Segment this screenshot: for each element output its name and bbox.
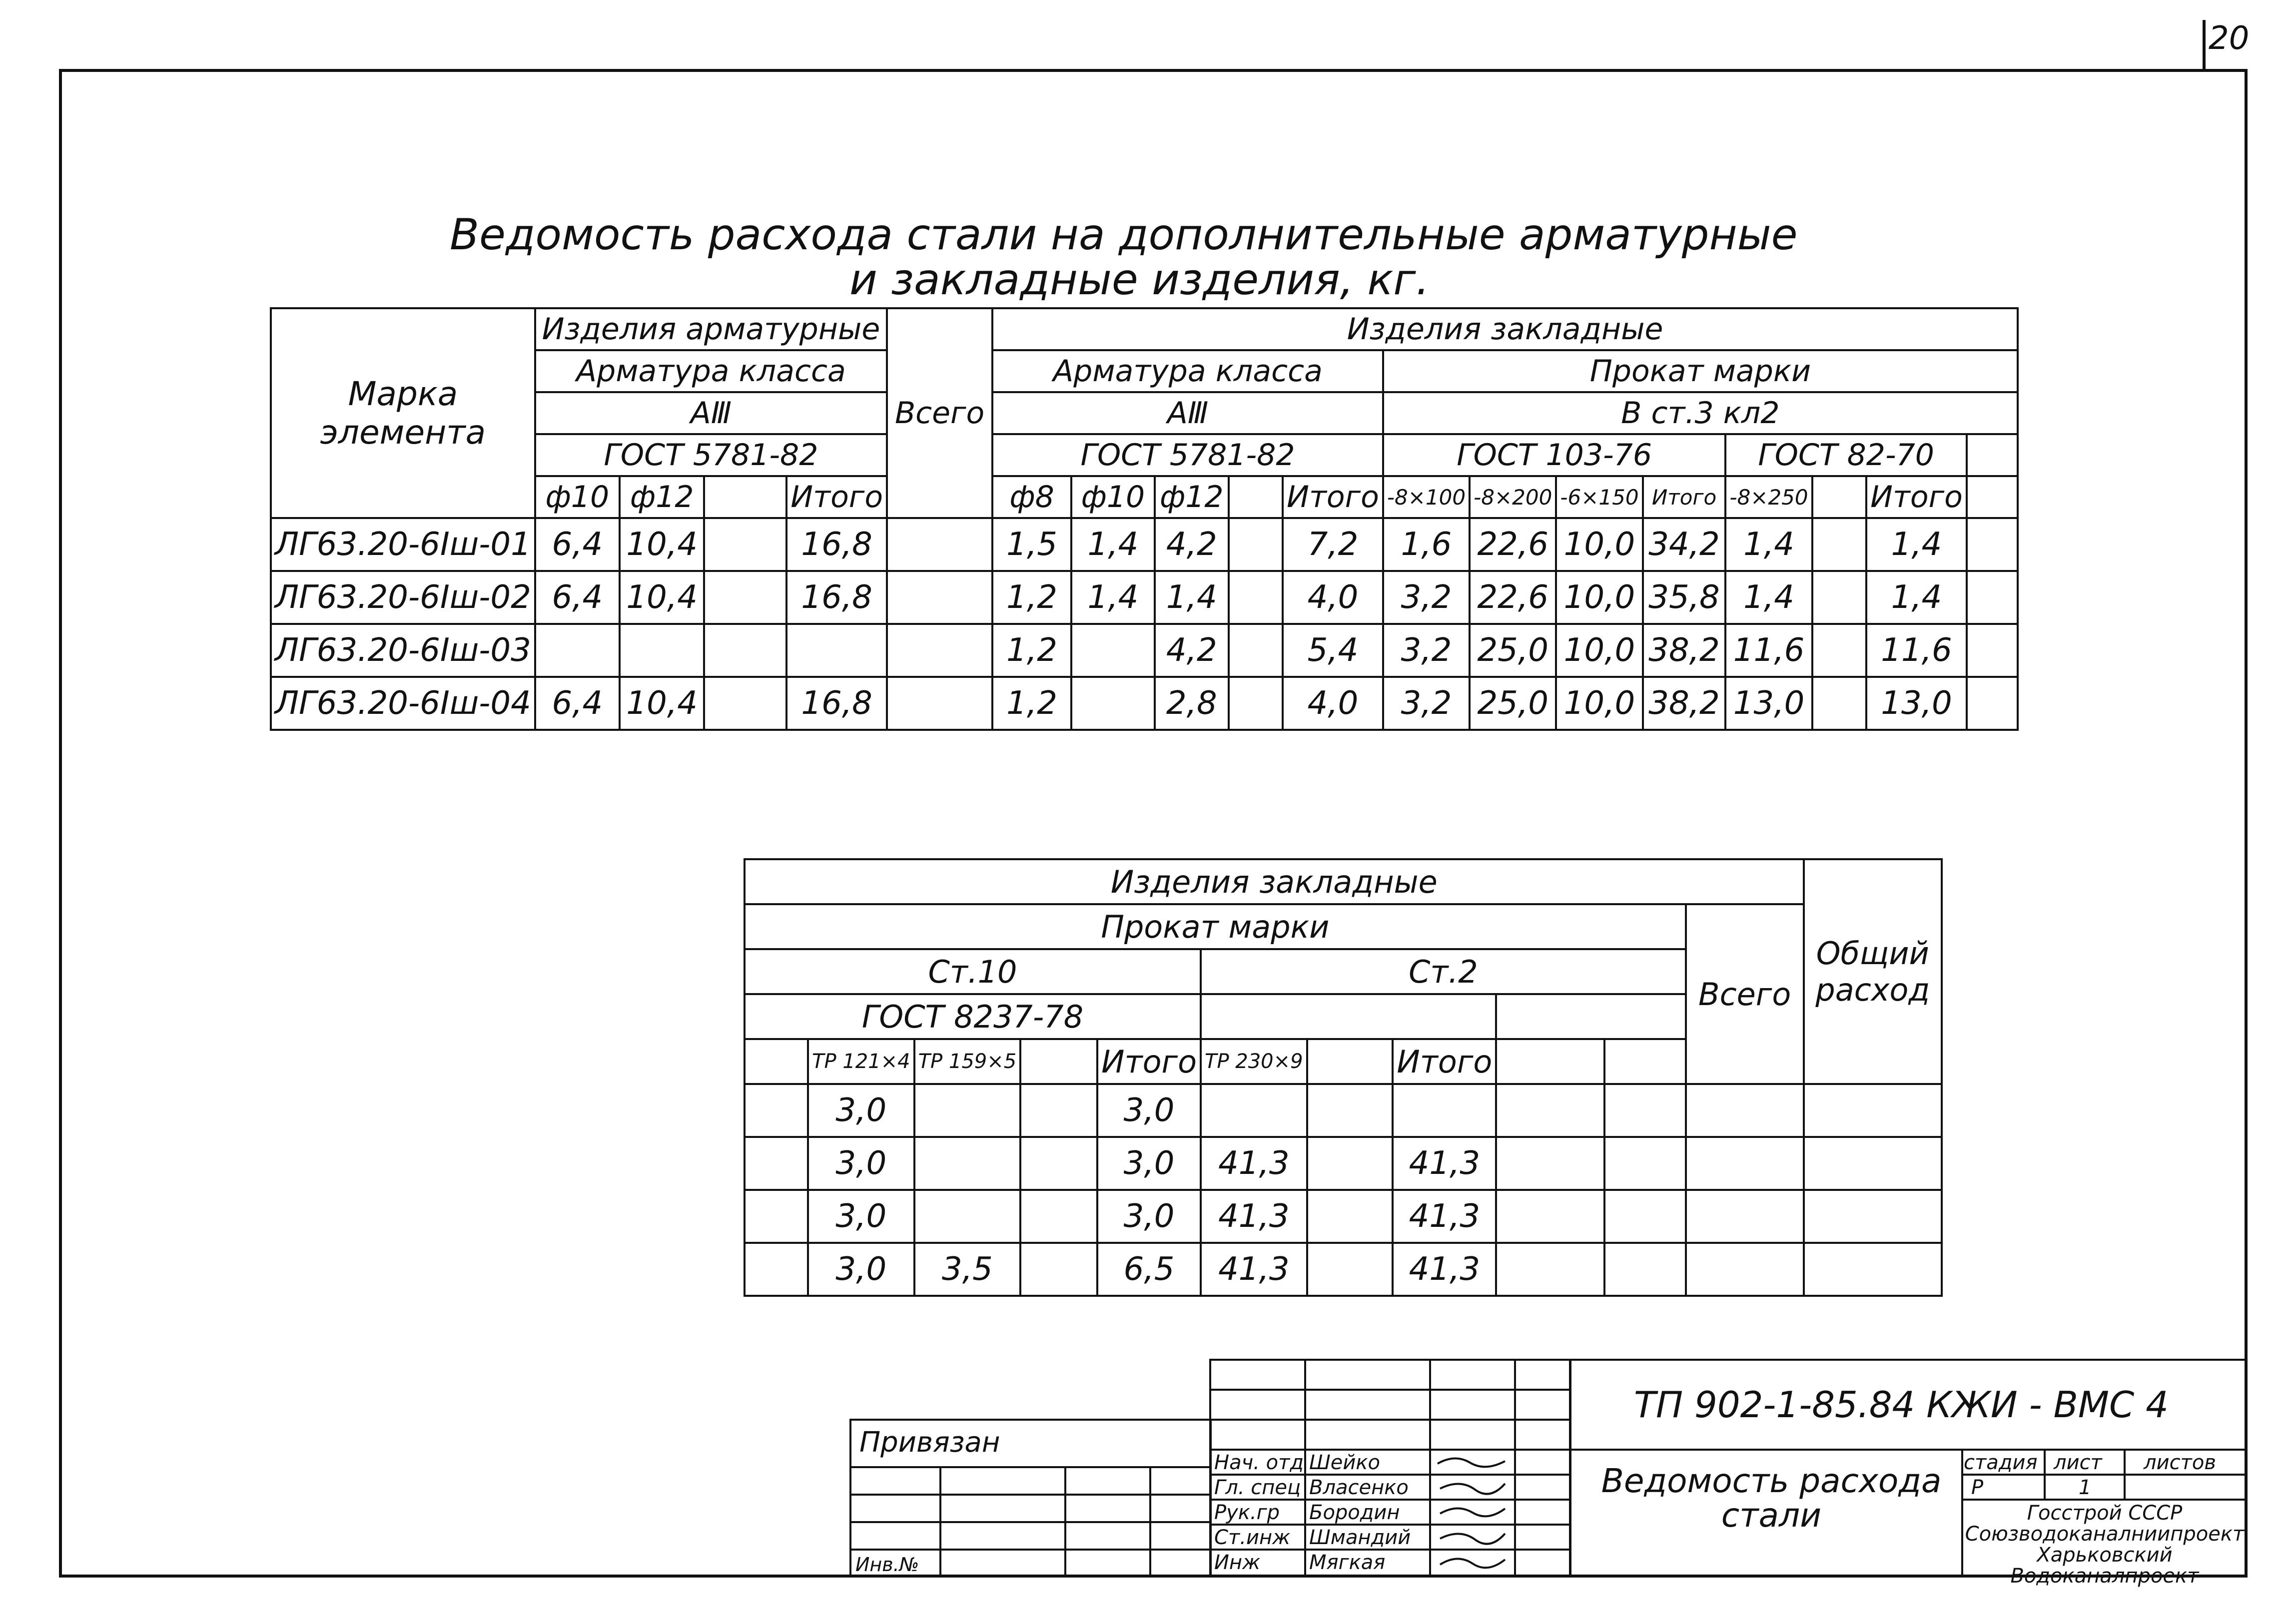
- cell: 1,6: [1383, 518, 1470, 571]
- cell: [786, 624, 887, 677]
- header-a3-2: АⅢ: [992, 392, 1383, 434]
- stamp-document-title: Ведомость расхода стали: [1601, 1462, 1942, 1535]
- col-header: [1229, 476, 1283, 518]
- cell: 1,5: [992, 518, 1071, 571]
- cell: 1,4: [1866, 571, 1967, 624]
- table-row: [745, 1137, 1942, 1190]
- cell: [914, 1190, 1021, 1243]
- cell: [1812, 677, 1866, 730]
- table-row: [271, 571, 2018, 624]
- cell: 2,8: [1155, 677, 1229, 730]
- col-header: Итого: [1097, 1039, 1201, 1084]
- cell: [887, 677, 992, 730]
- divider: [849, 1466, 1212, 1468]
- cell: 41,3: [1393, 1137, 1496, 1190]
- inv-no-label: Инв.№: [855, 1554, 919, 1576]
- cell: 1,4: [1725, 571, 1812, 624]
- col-header: [1496, 1039, 1604, 1084]
- cell: 1,4: [1866, 518, 1967, 571]
- cell: 3,5: [914, 1243, 1021, 1296]
- stage-value: Р: [1971, 1476, 1984, 1499]
- col-header: Итого: [1393, 1039, 1496, 1084]
- col-header: Итого: [786, 476, 887, 518]
- cell: 10,0: [1556, 677, 1642, 730]
- embedded-products-table: [744, 858, 1943, 1297]
- cell: 6,5: [1097, 1243, 1201, 1296]
- cell: [620, 624, 705, 677]
- cell: [1229, 571, 1283, 624]
- cell: 3,0: [808, 1243, 914, 1296]
- header-gost-103: ГОСТ 103-76: [1383, 434, 1726, 476]
- cell: [1071, 677, 1155, 730]
- cell: [535, 624, 620, 677]
- cell: 16,8: [786, 571, 887, 624]
- cell: [745, 1137, 808, 1190]
- person-name: Мягкая: [1309, 1551, 1386, 1574]
- attached-label: Привязан: [859, 1426, 1000, 1459]
- sheets-label: листов: [2144, 1451, 2216, 1474]
- cell: 13,0: [1866, 677, 1967, 730]
- cell: 3,0: [808, 1084, 914, 1137]
- steel-consumption-table: [270, 307, 2019, 731]
- cell: [745, 1084, 808, 1137]
- sheet-label: лист: [2054, 1451, 2102, 1474]
- cell: 3,0: [1097, 1137, 1201, 1190]
- header-st2: Ст.2: [1201, 949, 1686, 994]
- header-total: Всего: [887, 308, 992, 518]
- cell: 1,2: [992, 571, 1071, 624]
- cell: [914, 1084, 1021, 1137]
- cell: 3,0: [1097, 1084, 1201, 1137]
- divider: [1209, 1389, 1571, 1391]
- cell: [1307, 1137, 1393, 1190]
- header-blank: [1201, 994, 1496, 1039]
- header-st10: Ст.10: [745, 949, 1201, 994]
- cell: [914, 1137, 1021, 1190]
- cell: 6,4: [535, 677, 620, 730]
- cell: [704, 624, 786, 677]
- cell: 10,0: [1556, 518, 1642, 571]
- cell: 1,2: [992, 624, 1071, 677]
- cell: 1,4: [1071, 571, 1155, 624]
- divider: [849, 1521, 1212, 1523]
- header-gost-5781: ГОСТ 5781-82: [535, 434, 887, 476]
- divider: [2124, 1449, 2126, 1499]
- cell: [1812, 571, 1866, 624]
- col-header: -8×100: [1383, 476, 1470, 518]
- col-header: -8×250: [1725, 476, 1812, 518]
- cell: 3,2: [1383, 571, 1470, 624]
- cell: 35,8: [1643, 571, 1726, 624]
- col-header: ТР 159×5: [914, 1039, 1021, 1084]
- divider: [2044, 1449, 2046, 1499]
- divider: [849, 1494, 1212, 1496]
- col-header: ф8: [992, 476, 1071, 518]
- cell: 6,4: [535, 571, 620, 624]
- cell: 7,2: [1283, 518, 1383, 571]
- col-header: [1307, 1039, 1393, 1084]
- col-header: -8×200: [1470, 476, 1556, 518]
- cell: [1229, 624, 1283, 677]
- table-row: [271, 624, 2018, 677]
- cell: [1604, 1243, 1686, 1296]
- header-total: Всего: [1686, 904, 1804, 1084]
- cell: 4,0: [1283, 571, 1383, 624]
- cell: 38,2: [1643, 677, 1726, 730]
- col-header: [1812, 476, 1866, 518]
- cell: 3,0: [1097, 1190, 1201, 1243]
- cell: 25,0: [1470, 624, 1556, 677]
- signatures: [1430, 1449, 1514, 1578]
- cell: [887, 571, 992, 624]
- person-name: Шейко: [1309, 1451, 1381, 1474]
- header-steel-grade: В ст.3 кл2: [1383, 392, 2018, 434]
- col-header: -6×150: [1556, 476, 1642, 518]
- header-embedded-products: Изделия закладные: [745, 859, 1804, 904]
- cell: [1071, 624, 1155, 677]
- cell: 6,4: [535, 518, 620, 571]
- cell: [745, 1190, 808, 1243]
- header-armature-class: Арматура класса: [535, 350, 887, 392]
- document-code: ТП 902-1-85.84 КЖИ - ВМС 4: [1634, 1384, 2169, 1426]
- col-header: [704, 476, 786, 518]
- cell: [1967, 677, 2018, 730]
- cell: 1,4: [1155, 571, 1229, 624]
- cell: 1,4: [1725, 518, 1812, 571]
- cell: 4,2: [1155, 518, 1229, 571]
- table-row: [271, 677, 2018, 730]
- divider: [1569, 1449, 2248, 1451]
- cell: 10,4: [620, 677, 705, 730]
- cell: 13,0: [1725, 677, 1812, 730]
- role-label: Ст.инж: [1214, 1526, 1291, 1549]
- header-rolled-grade: Прокат марки: [1383, 350, 2018, 392]
- sheet-number: 20: [2209, 20, 2250, 57]
- cell: 1,2: [992, 677, 1071, 730]
- divider: [939, 1466, 941, 1578]
- element-mark: ЛГ63.20-6Іш-02: [271, 571, 535, 624]
- cell: [1229, 677, 1283, 730]
- cell: [1967, 571, 2018, 624]
- cell: [1604, 1190, 1686, 1243]
- cell: [1496, 1243, 1604, 1296]
- table-row: [745, 1190, 1942, 1243]
- cell: [1686, 1190, 1804, 1243]
- cell: [704, 677, 786, 730]
- cell: 4,0: [1283, 677, 1383, 730]
- cell: 3,2: [1383, 677, 1470, 730]
- col-header: Итого: [1866, 476, 1967, 518]
- divider: [1304, 1359, 1306, 1578]
- cell: [1804, 1243, 1942, 1296]
- cell: 16,8: [786, 677, 887, 730]
- cell: 16,8: [786, 518, 887, 571]
- header-embedded-products: Изделия закладные: [992, 308, 2018, 350]
- divider: [849, 1549, 1212, 1551]
- col-header: ф12: [1155, 476, 1229, 518]
- table-row: [745, 1084, 1942, 1137]
- role-label: Рук.гр: [1214, 1501, 1280, 1524]
- cell: [1804, 1190, 1942, 1243]
- col-header: [745, 1039, 808, 1084]
- cell: 3,0: [808, 1190, 914, 1243]
- divider: [1209, 1449, 1571, 1451]
- cell: [1967, 624, 2018, 677]
- header-blank: [1967, 434, 2018, 476]
- divider: [1961, 1499, 2248, 1501]
- divider: [1961, 1449, 1963, 1578]
- person-name: Шмандий: [1309, 1526, 1411, 1549]
- cell: [1812, 624, 1866, 677]
- cell: [1020, 1084, 1097, 1137]
- cell: 41,3: [1201, 1243, 1307, 1296]
- role-label: Нач. отд: [1214, 1451, 1304, 1474]
- header-blank: [1496, 994, 1685, 1039]
- cell: 25,0: [1470, 677, 1556, 730]
- cell: [1967, 518, 2018, 571]
- person-name: Бородин: [1309, 1501, 1400, 1524]
- col-header: ф12: [620, 476, 705, 518]
- cell: [887, 518, 992, 571]
- element-mark: ЛГ63.20-6Іш-01: [271, 518, 535, 571]
- col-header: [1020, 1039, 1097, 1084]
- cell: 10,0: [1556, 624, 1642, 677]
- header-armature-class-2: Арматура класса: [992, 350, 1383, 392]
- cell: [1686, 1243, 1804, 1296]
- element-mark: ЛГ63.20-6Іш-03: [271, 624, 535, 677]
- cell: 10,4: [620, 518, 705, 571]
- cell: [1604, 1084, 1686, 1137]
- cell: [1496, 1137, 1604, 1190]
- cell: [745, 1243, 808, 1296]
- role-label: Гл. спец: [1214, 1476, 1301, 1499]
- cell: [1686, 1137, 1804, 1190]
- header-gost-82: ГОСТ 82-70: [1725, 434, 1966, 476]
- cell: [1393, 1084, 1496, 1137]
- col-header: [1604, 1039, 1686, 1084]
- cell: [704, 518, 786, 571]
- cell: 10,4: [620, 571, 705, 624]
- cell: 38,2: [1643, 624, 1726, 677]
- cell: 11,6: [1725, 624, 1812, 677]
- cell: [1020, 1137, 1097, 1190]
- header-rolled-grade: Прокат марки: [745, 904, 1686, 949]
- table-row: [271, 518, 2018, 571]
- cell: [1307, 1243, 1393, 1296]
- cell: 41,3: [1393, 1243, 1496, 1296]
- cell: [1201, 1084, 1307, 1137]
- sheet-value: 1: [2079, 1476, 2092, 1499]
- cell: 41,3: [1393, 1190, 1496, 1243]
- cell: [1804, 1084, 1942, 1137]
- cell: [1804, 1137, 1942, 1190]
- divider: [1209, 1419, 1571, 1421]
- cell: 41,3: [1201, 1190, 1307, 1243]
- col-header: Итого: [1643, 476, 1726, 518]
- cell: [1496, 1190, 1604, 1243]
- cell: 5,4: [1283, 624, 1383, 677]
- organization: Госстрой СССР Союзводоканалниипроект Харьковский Водоканалпроект: [1965, 1502, 2245, 1588]
- col-header: [1967, 476, 2018, 518]
- divider: [1149, 1466, 1151, 1578]
- cell: 41,3: [1201, 1137, 1307, 1190]
- header-armature-products: Изделия арматурные: [535, 308, 887, 350]
- col-header: Итого: [1283, 476, 1383, 518]
- col-header: ТР 121×4: [808, 1039, 914, 1084]
- col-header: ф10: [535, 476, 620, 518]
- cell: [1686, 1084, 1804, 1137]
- document-title-line-1: Ведомость расхода стали на дополнительные арматурные: [450, 210, 1798, 260]
- person-name: Власенко: [1309, 1476, 1409, 1499]
- element-mark: ЛГ63.20-6Іш-04: [271, 677, 535, 730]
- cell: [1229, 518, 1283, 571]
- document-title-line-2: и закладные изделия, кг.: [849, 255, 1430, 305]
- role-label: Инж: [1214, 1551, 1261, 1574]
- cell: 11,6: [1866, 624, 1967, 677]
- table-row: [745, 1243, 1942, 1296]
- cell: 22,6: [1470, 518, 1556, 571]
- cell: [704, 571, 786, 624]
- cell: 3,2: [1383, 624, 1470, 677]
- cell: [887, 624, 992, 677]
- cell: [1307, 1190, 1393, 1243]
- cell: [1604, 1137, 1686, 1190]
- cell: 34,2: [1643, 518, 1726, 571]
- divider: [1514, 1359, 1516, 1578]
- header-mark: Марка элемента: [271, 308, 535, 518]
- header-a3: АⅢ: [535, 392, 887, 434]
- header-general-consumption: Общий расход: [1804, 859, 1942, 1084]
- cell: [1812, 518, 1866, 571]
- header-gost-8237: ГОСТ 8237-78: [745, 994, 1201, 1039]
- cell: 1,4: [1071, 518, 1155, 571]
- cell: 22,6: [1470, 571, 1556, 624]
- cell: [1307, 1084, 1393, 1137]
- col-header: ф10: [1071, 476, 1155, 518]
- cell: [1020, 1190, 1097, 1243]
- divider: [1064, 1466, 1066, 1578]
- header-gost-5781-2: ГОСТ 5781-82: [992, 434, 1383, 476]
- cell: 3,0: [808, 1137, 914, 1190]
- cell: 4,2: [1155, 624, 1229, 677]
- cell: [1020, 1243, 1097, 1296]
- cell: [1496, 1084, 1604, 1137]
- stage-label: стадия: [1964, 1451, 2038, 1474]
- col-header: ТР 230×9: [1201, 1039, 1307, 1084]
- sheet-number-separator: [2203, 20, 2206, 70]
- cell: 10,0: [1556, 571, 1642, 624]
